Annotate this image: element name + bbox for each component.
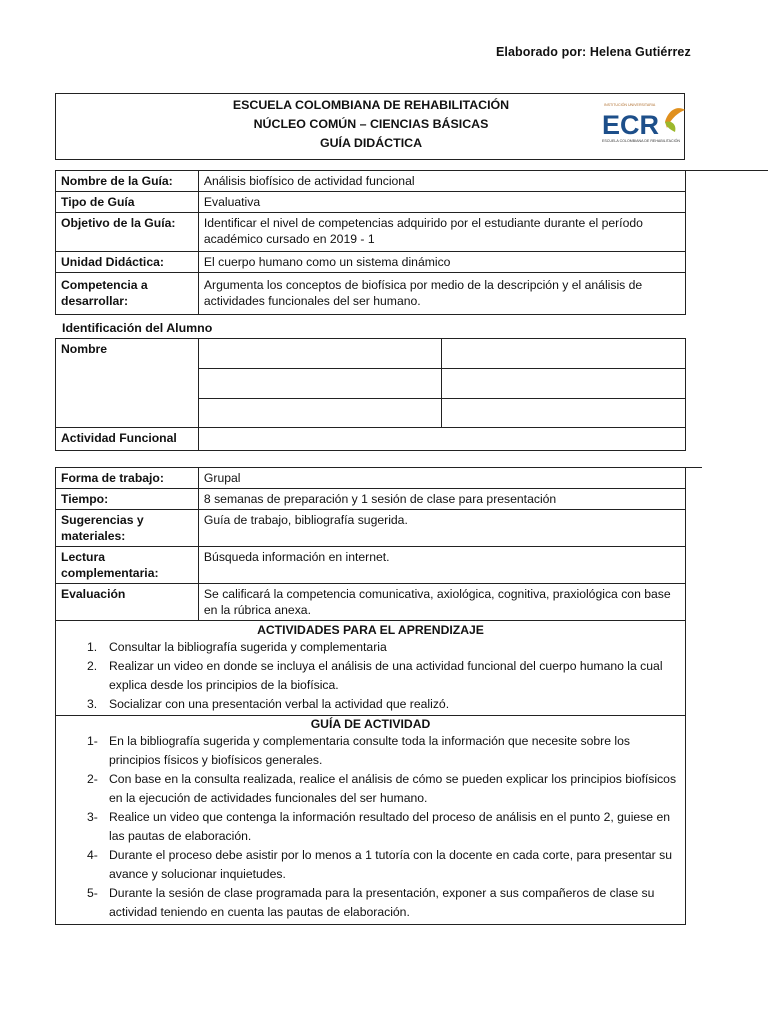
item-text: Durante el proceso debe asistir por lo menos a 1 tutoría con la docente en cada corte, para presentar su avance y solucionar inquietudes. <box>109 848 672 881</box>
table-row <box>56 339 686 369</box>
guide-info-table <box>55 170 686 315</box>
row-label: Competencia a desarrollar: <box>56 273 199 315</box>
name-field[interactable] <box>198 399 442 428</box>
row-label: Sugerencias y materiales: <box>56 510 199 547</box>
row-label: Evaluación <box>56 584 199 621</box>
item-number: 3- <box>87 810 98 824</box>
activity-field[interactable] <box>198 428 685 451</box>
row-label: Forma de trabajo: <box>56 468 199 489</box>
student-section-title: Identificación del Alumno <box>62 321 213 335</box>
header-title <box>56 96 686 153</box>
item-number: 2- <box>87 772 98 786</box>
table-row <box>56 468 686 489</box>
item-number: 1. <box>87 640 98 654</box>
item-text: Socializar con una presentación verbal la actividad que realizó. <box>109 697 450 711</box>
name-field[interactable] <box>442 339 686 369</box>
item-number: 2. <box>87 659 98 673</box>
logo-sub-text: ESCUELA COLOMBIANA DE REHABILITACIÓN <box>602 139 681 143</box>
list-item <box>61 808 680 846</box>
activities-row <box>56 621 686 716</box>
name-field[interactable] <box>442 369 686 399</box>
table-row <box>56 428 686 451</box>
item-number: 5- <box>87 886 98 900</box>
name-field[interactable] <box>442 399 686 428</box>
work-table <box>55 467 686 925</box>
logo-top-text: INSTITUCIÓN UNIVERSITARIA <box>604 103 656 107</box>
item-text: Consultar la bibliografía sugerida y complementaria <box>109 640 387 654</box>
name-label: Nombre <box>56 339 199 428</box>
table-rule <box>686 170 768 171</box>
row-value: 8 semanas de preparación y 1 sesión de clase para presentación <box>198 489 685 510</box>
row-label: Tipo de Guía <box>56 192 199 213</box>
list-item <box>61 884 680 922</box>
activities-title: ACTIVIDADES PARA EL APRENDIZAJE <box>257 623 484 637</box>
list-item <box>61 846 680 884</box>
activities-cell <box>56 621 686 716</box>
institution-name: ESCUELA COLOMBIANA DE REHABILITACIÓN <box>232 98 510 112</box>
department-name: NÚCLEO COMÚN – CIENCIAS BÁSICAS <box>253 117 489 131</box>
name-field[interactable] <box>198 369 442 399</box>
list-item <box>61 695 680 714</box>
activities-list <box>61 638 680 714</box>
table-row <box>56 510 686 547</box>
row-label: Nombre de la Guía: <box>56 171 199 192</box>
activity-label: Actividad Funcional <box>56 428 199 451</box>
table-row <box>56 273 686 315</box>
row-value: Evaluativa <box>198 192 685 213</box>
item-text: Durante la sesión de clase programada para la presentación, exponer a sus compañeros de clase su actividad teniendo en cuenta las pautas de elaboración. <box>109 886 655 919</box>
item-text: Con base en la consulta realizada, realice el análisis de cómo se pueden explicar los principios biofísicos en la ejecución de actividades funcionales del ser humano. <box>109 772 677 805</box>
list-item <box>61 770 680 808</box>
guide-activity-row <box>56 716 686 925</box>
guide-activity-title: GUÍA DE ACTIVIDAD <box>310 717 431 731</box>
row-value: Análisis biofísico de actividad funcional <box>198 171 685 192</box>
document-type: GUÍA DIDÁCTICA <box>319 136 423 150</box>
row-label: Tiempo: <box>56 489 199 510</box>
row-value: Guía de trabajo, bibliografía sugerida. <box>198 510 685 547</box>
row-value: Grupal <box>198 468 685 489</box>
item-text: En la bibliografía sugerida y complementaria consulte toda la información que necesite sobre los principios físicos y biofísicos generales. <box>109 734 630 767</box>
student-table <box>55 338 686 451</box>
row-label: Lectura complementaria: <box>56 547 199 584</box>
row-label: Objetivo de la Guía: <box>56 213 199 252</box>
guide-activity-list <box>61 732 680 922</box>
table-rule <box>686 467 702 468</box>
logo-letters: ECR <box>602 110 660 140</box>
table-row <box>56 489 686 510</box>
row-value: Se calificará la competencia comunicativa, axiológica, cognitiva, praxiológica con base en la rúbrica anexa. <box>198 584 685 621</box>
guide-activity-cell <box>56 716 686 925</box>
item-number: 3. <box>87 697 98 711</box>
table-row <box>56 171 686 192</box>
table-row <box>56 584 686 621</box>
table-row <box>56 252 686 273</box>
row-value: Argumenta los conceptos de biofísica por medio de la descripción y el análisis de actividades funcionales del ser humano. <box>198 273 685 315</box>
item-number: 1- <box>87 734 98 748</box>
table-row <box>56 547 686 584</box>
list-item <box>61 638 680 657</box>
ecr-logo <box>601 98 687 154</box>
document-header <box>55 93 685 160</box>
table-row <box>56 192 686 213</box>
item-text: Realizar un video en donde se incluya el análisis de una actividad funcional del cuerpo humano la cual explica desde los principios de la biofísica. <box>109 659 663 692</box>
item-number: 4- <box>87 848 98 862</box>
row-value: Identificar el nivel de competencias adquirido por el estudiante durante el período académico cursado en 2019 - 1 <box>198 213 685 252</box>
author-line: Elaborado por: Helena Gutiérrez <box>496 45 691 59</box>
row-value: El cuerpo humano como un sistema dinámico <box>198 252 685 273</box>
item-text: Realice un video que contenga la información resultado del proceso de análisis en el punto 2, guiese en las pautas de elaboración. <box>109 810 670 843</box>
table-row <box>56 213 686 252</box>
row-label: Unidad Didáctica: <box>56 252 199 273</box>
row-value: Búsqueda información en internet. <box>198 547 685 584</box>
name-field[interactable] <box>198 339 442 369</box>
list-item <box>61 732 680 770</box>
list-item <box>61 657 680 695</box>
